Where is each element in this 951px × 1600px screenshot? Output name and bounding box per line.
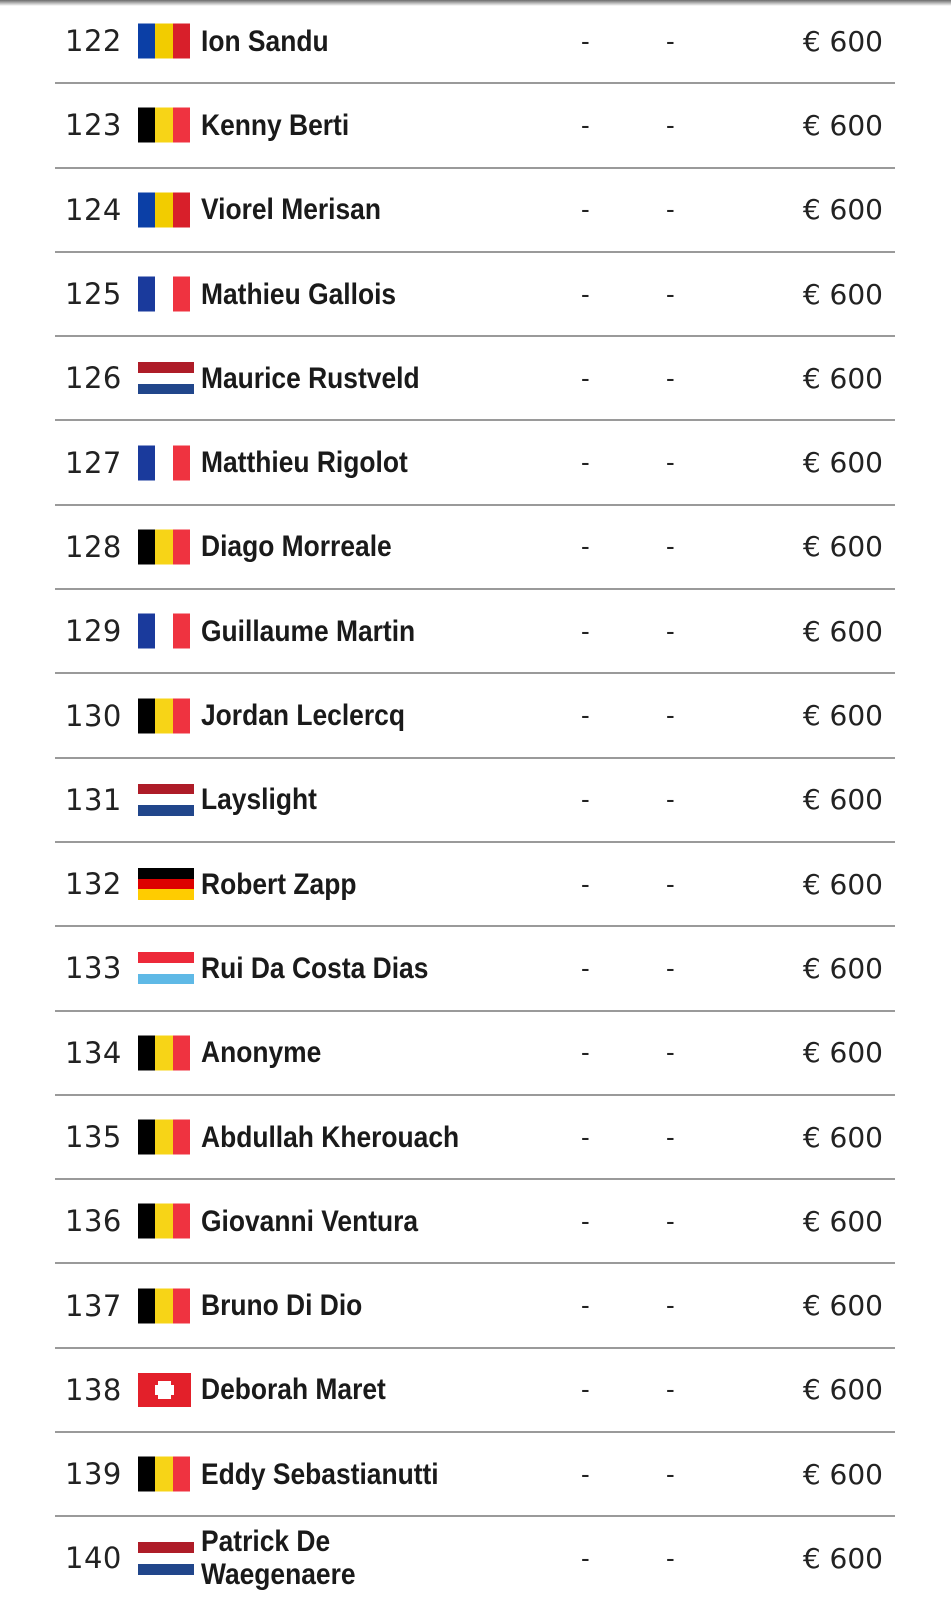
table-row[interactable]: [55, 1517, 895, 1600]
table-row[interactable]: [55, 84, 895, 168]
rank-number: 128: [65, 529, 122, 564]
belgium-flag-icon: [138, 1035, 190, 1070]
stat-value-2: -: [666, 25, 675, 56]
table-row[interactable]: [55, 590, 895, 674]
table-row[interactable]: [55, 1433, 895, 1517]
ranking-list: [55, 0, 895, 1600]
switzerland-flag-icon: [138, 1373, 191, 1407]
rank-number: 124: [65, 192, 122, 227]
luxembourg-flag-icon: [138, 952, 194, 984]
belgium-flag-icon: [138, 1204, 190, 1239]
player-name[interactable]: Jordan Leclercq: [201, 699, 405, 733]
stat-value-2: -: [666, 362, 675, 393]
romania-flag-icon: [138, 24, 190, 59]
table-row[interactable]: [55, 253, 895, 337]
prize-amount: € 600: [802, 193, 883, 227]
player-name[interactable]: Patrick De Waegenaere: [201, 1525, 356, 1592]
stat-value-2: -: [666, 615, 675, 646]
stat-value-1: -: [581, 194, 590, 225]
table-row[interactable]: [55, 1012, 895, 1096]
player-name[interactable]: Abdullah Kherouach: [201, 1120, 460, 1154]
player-name[interactable]: Giovanni Ventura: [201, 1204, 419, 1238]
player-name[interactable]: Eddy Sebastianutti: [201, 1457, 439, 1491]
stat-value-1: -: [581, 615, 590, 646]
table-row[interactable]: [55, 1180, 895, 1264]
table-row[interactable]: [55, 1096, 895, 1180]
stat-value-2: -: [666, 1542, 675, 1573]
rank-number: 140: [65, 1541, 122, 1576]
table-row[interactable]: [55, 1264, 895, 1348]
rank-number: 127: [65, 445, 122, 480]
rank-number: 138: [65, 1372, 122, 1407]
stat-value-1: -: [581, 531, 590, 562]
prize-amount: € 600: [802, 699, 883, 733]
stat-value-2: -: [666, 447, 675, 478]
netherlands-flag-icon: [138, 1542, 194, 1574]
stat-value-1: -: [581, 109, 590, 140]
stat-value-2: -: [666, 278, 675, 309]
stat-value-2: -: [666, 1121, 675, 1152]
belgium-flag-icon: [138, 1120, 190, 1155]
stat-value-1: -: [581, 1374, 590, 1405]
table-row[interactable]: [55, 843, 895, 927]
stat-value-2: -: [666, 952, 675, 983]
stat-value-2: -: [666, 700, 675, 731]
stat-value-1: -: [581, 868, 590, 899]
stat-value-1: -: [581, 362, 590, 393]
prize-amount: € 600: [802, 1204, 883, 1238]
player-name[interactable]: Matthieu Rigolot: [201, 446, 408, 480]
france-flag-icon: [138, 445, 190, 480]
netherlands-flag-icon: [138, 784, 194, 816]
rank-number: 133: [65, 951, 122, 986]
stat-value-1: -: [581, 1290, 590, 1321]
france-flag-icon: [138, 277, 190, 312]
belgium-flag-icon: [138, 1288, 190, 1323]
germany-flag-icon: [138, 868, 194, 900]
stat-value-1: -: [581, 1037, 590, 1068]
table-row[interactable]: [55, 421, 895, 505]
prize-amount: € 600: [802, 1120, 883, 1154]
prize-amount: € 600: [802, 24, 883, 58]
rank-number: 139: [65, 1457, 122, 1492]
rank-number: 134: [65, 1035, 122, 1070]
stat-value-2: -: [666, 1458, 675, 1489]
table-row[interactable]: [55, 169, 895, 253]
rank-number: 130: [65, 698, 122, 733]
stat-value-2: -: [666, 531, 675, 562]
prize-amount: € 600: [802, 361, 883, 395]
player-name[interactable]: Guillaume Martin: [201, 614, 416, 648]
rank-number: 123: [65, 108, 122, 143]
rank-number: 131: [65, 782, 122, 817]
table-row[interactable]: [55, 1349, 895, 1433]
player-name[interactable]: Mathieu Gallois: [201, 277, 397, 311]
rank-number: 132: [65, 867, 122, 902]
player-name[interactable]: Rui Da Costa Dias: [201, 951, 429, 985]
belgium-flag-icon: [138, 1457, 190, 1492]
france-flag-icon: [138, 614, 190, 649]
stat-value-2: -: [666, 868, 675, 899]
prize-amount: € 600: [802, 1289, 883, 1323]
stat-value-2: -: [666, 1037, 675, 1068]
player-name[interactable]: Kenny Berti: [201, 108, 350, 142]
stat-value-1: -: [581, 700, 590, 731]
stat-value-1: -: [581, 784, 590, 815]
stat-value-1: -: [581, 1121, 590, 1152]
rank-number: 137: [65, 1288, 122, 1323]
rank-number: 126: [65, 361, 122, 396]
prize-amount: € 600: [802, 951, 883, 985]
stat-value-1: -: [581, 1458, 590, 1489]
player-name[interactable]: Robert Zapp: [201, 867, 357, 901]
player-name[interactable]: Deborah Maret: [201, 1373, 386, 1407]
table-row[interactable]: [55, 927, 895, 1011]
rank-number: 136: [65, 1204, 122, 1239]
player-name[interactable]: Bruno Di Dio: [201, 1289, 363, 1323]
prize-amount: € 600: [802, 530, 883, 564]
stat-value-1: -: [581, 1205, 590, 1236]
prize-amount: € 600: [802, 614, 883, 648]
player-name[interactable]: Maurice Rustveld: [201, 361, 420, 395]
rank-number: 135: [65, 1120, 122, 1154]
rank-number: 129: [65, 614, 122, 649]
table-row[interactable]: [55, 0, 895, 84]
stat-value-2: -: [666, 1290, 675, 1321]
prize-amount: € 600: [802, 446, 883, 480]
table-row[interactable]: [55, 506, 895, 590]
player-name[interactable]: Viorel Merisan: [201, 193, 382, 227]
prize-amount: € 600: [802, 867, 883, 901]
player-name[interactable]: Anonyme: [201, 1036, 322, 1070]
rank-number: 125: [65, 277, 122, 312]
stat-value-2: -: [666, 784, 675, 815]
player-name[interactable]: Layslight: [201, 783, 317, 817]
stat-value-2: -: [666, 109, 675, 140]
player-name[interactable]: Ion Sandu: [201, 24, 329, 58]
stat-value-1: -: [581, 278, 590, 309]
prize-amount: € 600: [802, 1373, 883, 1407]
stat-value-1: -: [581, 25, 590, 56]
stat-value-2: -: [666, 194, 675, 225]
belgium-flag-icon: [138, 529, 190, 564]
table-row[interactable]: [55, 674, 895, 758]
stat-value-2: -: [666, 1374, 675, 1405]
prize-amount: € 600: [802, 1457, 883, 1491]
netherlands-flag-icon: [138, 362, 194, 394]
table-row[interactable]: [55, 759, 895, 843]
stat-value-1: -: [581, 952, 590, 983]
player-name[interactable]: Diago Morreale: [201, 530, 392, 564]
belgium-flag-icon: [138, 698, 190, 733]
prize-amount: € 600: [802, 783, 883, 817]
belgium-flag-icon: [138, 108, 190, 143]
prize-amount: € 600: [802, 1036, 883, 1070]
stat-value-2: -: [666, 1205, 675, 1236]
prize-amount: € 600: [802, 277, 883, 311]
prize-amount: € 600: [802, 108, 883, 142]
prize-amount: € 600: [802, 1541, 883, 1575]
romania-flag-icon: [138, 192, 190, 227]
stat-value-1: -: [581, 1542, 590, 1573]
stat-value-1: -: [581, 447, 590, 478]
rank-number: 122: [65, 24, 122, 59]
table-row[interactable]: [55, 337, 895, 421]
